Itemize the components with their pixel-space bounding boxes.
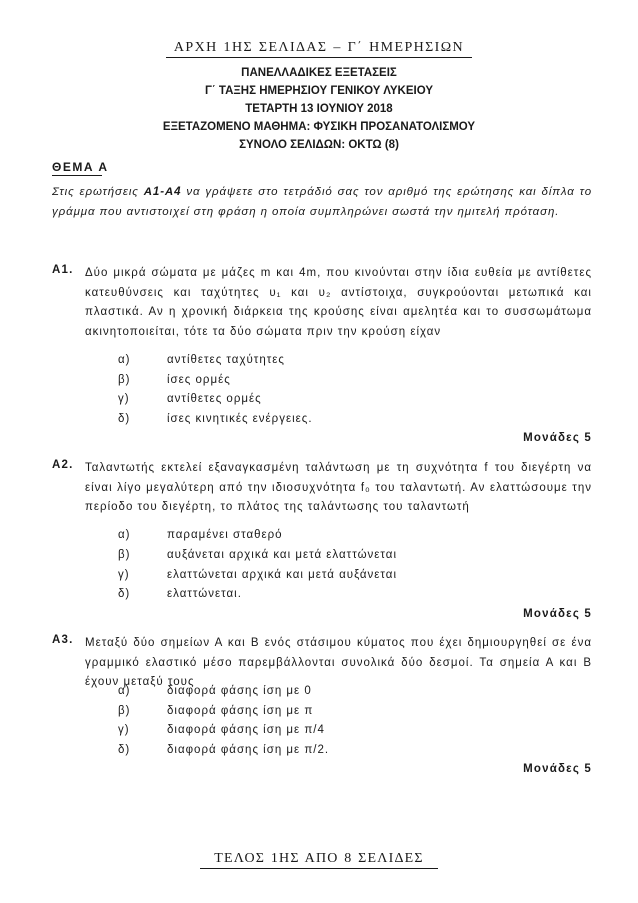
option-letter: γ): [118, 569, 130, 581]
option-text: αντίθετες ορμές: [167, 393, 262, 405]
question-number: Α2.: [52, 459, 74, 471]
option-b: [118, 371, 558, 391]
marks-label: Μονάδες 5: [523, 608, 592, 620]
option-letter: α): [118, 529, 131, 541]
marks-label: Μονάδες 5: [523, 432, 592, 444]
option-letter: β): [118, 549, 131, 561]
question-text: Μεταξύ δύο σημείων Α και Β ενός στάσιμου κύματος που έχει δημιουργηθεί σε ένα γραμμικό ελαστικό μέσο παρεμβάλλονται συνολικά δύο δεσμοί. Τα σημεία Α και Β έχουν μεταξύ τους: [85, 637, 592, 688]
option-c: [118, 566, 558, 586]
page-header: ΑΡΧΗ 1ΗΣ ΣΕΛΙΔΑΣ – Γ΄ ΗΜΕΡΗΣΙΩΝ: [0, 40, 638, 58]
option-letter: α): [118, 354, 131, 366]
question-text: Δύο μικρά σώματα με μάζες m και 4m, που κινούνται στην ίδια ευθεία με αντίθετες κατευθύνσεις και ταχύτητες υ₁ και υ₂ αντίστοιχα, συγκρούονται μετωπικά και πλαστικά. Αν η χρονική διάρκεια της κρούσης είναι αμελητέα και το συσσωμάτωμα ακινητοποιείται, τότε τα δύο σώματα πριν την κρούση είχαν: [85, 267, 592, 338]
question-number: Α1.: [52, 264, 74, 276]
title-line-pages: ΣΥΝΟΛΟ ΣΕΛΙΔΩΝ: ΟΚΤΩ (8): [239, 139, 399, 151]
intro-start: Στις ερωτήσεις: [52, 186, 144, 198]
title-line-date: ΤΕΤΑΡΤΗ 13 ΙΟΥΝΙΟΥ 2018: [245, 103, 393, 115]
option-text: ίσες κινητικές ενέργειες.: [167, 413, 313, 425]
option-letter: β): [118, 705, 131, 717]
question-number: Α3.: [52, 634, 74, 646]
option-text: ελαττώνεται.: [167, 588, 242, 600]
option-letter: β): [118, 374, 131, 386]
option-text: ίσες ορμές: [167, 374, 231, 386]
option-b: [118, 702, 558, 722]
option-letter: α): [118, 685, 131, 697]
option-text: αντίθετες ταχύτητες: [167, 354, 285, 366]
option-text: διαφορά φάσης ίση με π: [167, 705, 314, 717]
option-d: [118, 585, 558, 605]
option-c: [118, 721, 558, 741]
option-letter: δ): [118, 413, 131, 425]
theme-heading: ΘΕΜΑ Α: [52, 160, 109, 174]
option-b: [118, 546, 558, 566]
option-letter: δ): [118, 744, 131, 756]
marks-label: Μονάδες 5: [523, 763, 592, 775]
option-letter: γ): [118, 393, 130, 405]
option-text: παραμένει σταθερό: [167, 529, 283, 541]
question-text: Ταλαντωτής εκτελεί εξαναγκασμένη ταλάντωση με τη συχνότητα f του διεγέρτη να είναι λίγο μεγαλύτερη από την ιδιοσυχνότητα f₀ του ταλαντωτή. Αν ελαττώσουμε την περίοδο του διεγέρτη, το πλάτος της ταλάντωσης του ταλαντωτή: [85, 462, 592, 513]
title-line-class: Γ΄ ΤΑΞΗΣ ΗΜΕΡΗΣΙΟΥ ΓΕΝΙΚΟΥ ΛΥΚΕΙΟΥ: [204, 85, 434, 97]
page-footer: ΤΕΛΟΣ 1ΗΣ ΑΠΟ 8 ΣΕΛΙΔΕΣ: [0, 851, 638, 869]
option-a: [118, 526, 558, 546]
option-text: ελαττώνεται αρχικά και μετά αυξάνεται: [167, 569, 398, 581]
option-text: διαφορά φάσης ίση με π/2.: [167, 744, 330, 756]
option-d: [118, 741, 558, 761]
option-d: [118, 410, 558, 430]
option-letter: δ): [118, 588, 131, 600]
option-c: [118, 390, 558, 410]
option-text: αυξάνεται αρχικά και μετά ελαττώνεται: [167, 549, 398, 561]
title-line-exams: ΠΑΝΕΛΛΑΔΙΚΕΣ ΕΞΕΤΑΣΕΙΣ: [241, 67, 397, 79]
intro-question-range: Α1-Α4: [143, 186, 182, 198]
exam-title-block: [0, 64, 638, 154]
option-a: [118, 682, 558, 702]
theme-instructions: [52, 182, 592, 222]
option-a: [118, 351, 558, 371]
option-text: διαφορά φάσης ίση με π/4: [167, 724, 325, 736]
intro-end: να γράψετε στο τετράδιό σας τον αριθμό της ερώτησης και δίπλα το γράμμα που αντιστοιχεί στη φράση η οποία συμπληρώνει σωστά την ημιτελή πρόταση.: [52, 186, 593, 218]
option-text: διαφορά φάσης ίση με 0: [167, 685, 312, 697]
title-line-subject: ΕΞΕΤΑΖΟΜΕΝΟ ΜΑΘΗΜΑ: ΦΥΣΙΚΗ ΠΡΟΣΑΝΑΤΟΛΙΣΜΟΥ: [162, 121, 476, 133]
option-letter: γ): [118, 724, 130, 736]
